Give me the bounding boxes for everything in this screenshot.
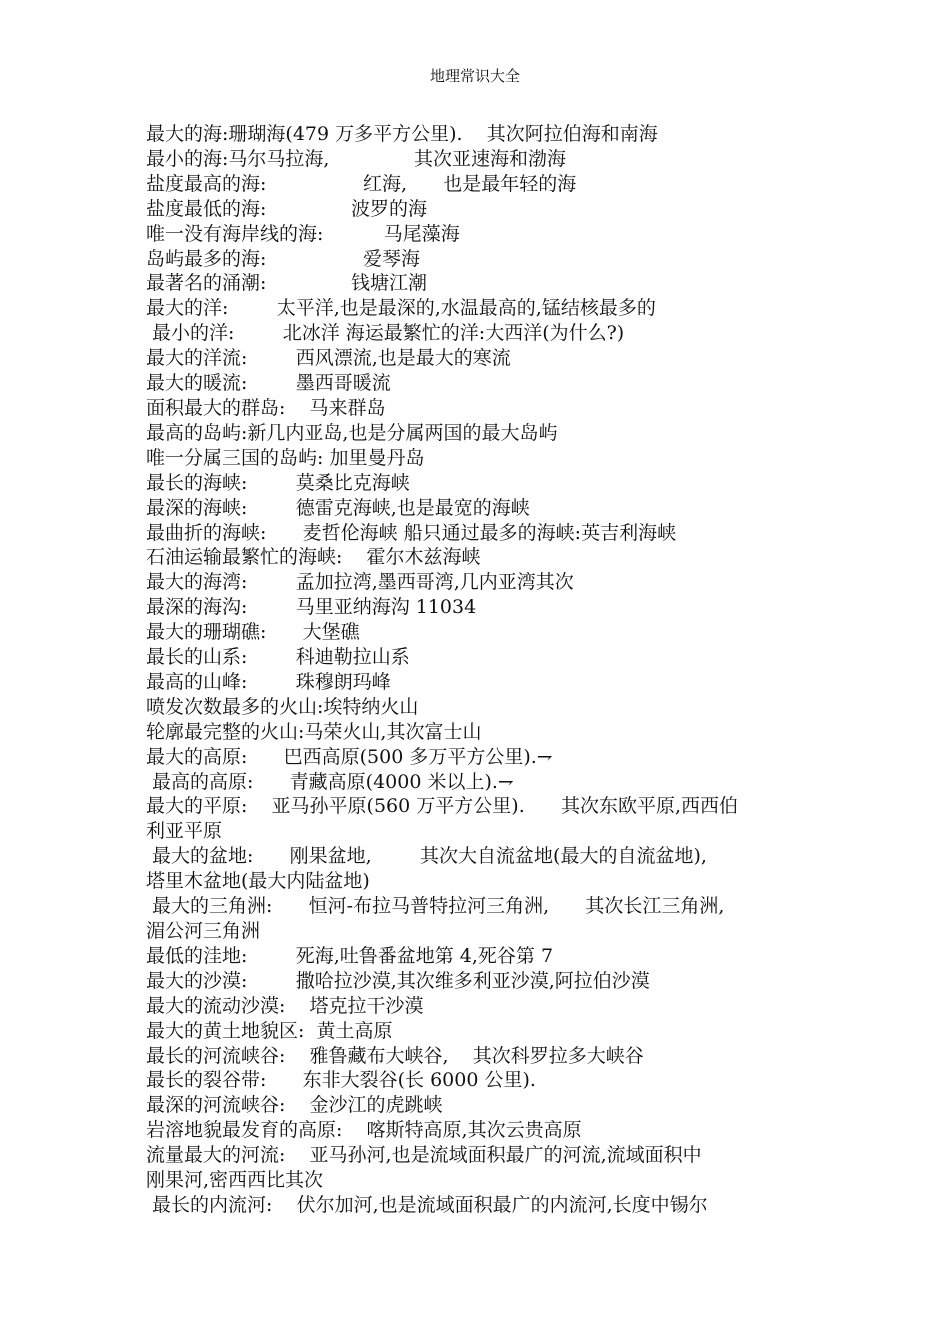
text-line: 石油运输最繁忙的海峡: 霍尔木兹海峡 <box>146 546 481 569</box>
text-line: 流量最大的河流: 亚马孙河,也是流域面积最广的河流,流域面积中 <box>146 1144 702 1167</box>
text-line: 最高的岛屿:新几内亚岛,也是分属两国的最大岛屿 <box>146 421 558 444</box>
text-line: 最小的洋: 北冰洋 海运最繁忙的洋:大西洋(为什么?) <box>146 322 625 345</box>
page-header-title: 地理常识大全 <box>429 67 520 85</box>
text-line: 最长的海峡: 莫桑比克海峡 <box>146 471 410 494</box>
text-line: 唯一没有海岸线的海: 马尾藻海 <box>146 222 460 245</box>
text-line: 最大的洋流: 西风漂流,也是最大的寒流 <box>146 347 511 370</box>
text-line: 刚果河,密西西比其次 <box>146 1169 324 1192</box>
text-line: 最长的山系: 科迪勒拉山系 <box>146 646 410 669</box>
text-line: 最低的洼地: 死海,吐鲁番盆地第 4,死谷第 7 <box>146 944 554 967</box>
text-line: 最大的黄土地貌区: 黄土高原 <box>146 1019 393 1042</box>
text-line: 喷发次数最多的火山:埃特纳火山 <box>146 695 419 718</box>
text-line: 最长的河流峡谷: 雅鲁藏布大峡谷, 其次科罗拉多大峡谷 <box>146 1044 644 1067</box>
text-line: 最高的山峰: 珠穆朗玛峰 <box>146 670 391 693</box>
text-line: 最大的洋: 太平洋,也是最深的,水温最高的,锰结核最多的 <box>146 297 656 320</box>
text-line: 最长的裂谷带: 东非大裂谷(长 6000 公里). <box>146 1069 536 1092</box>
text-line: 面积最大的群岛: 马来群岛 <box>146 396 386 419</box>
text-line: 利亚平原 <box>146 820 223 843</box>
text-line: 塔里木盆地(最大内陆盆地) <box>146 870 370 893</box>
text-line: 盐度最高的海: 红海, 也是最年轻的海 <box>146 172 577 195</box>
text-line: 最大的高原: 巴西高原(500 多万平方公里).⇁ <box>146 745 553 768</box>
text-line: 最长的内流河: 伏尔加河,也是流域面积最广的内流河,长度中锡尔 <box>146 1193 708 1216</box>
text-line: 最著名的涌潮: 钱塘江潮 <box>146 272 427 295</box>
text-line: 最大的沙漠: 撒哈拉沙漠,其次维多利亚沙漠,阿拉伯沙漠 <box>146 969 650 992</box>
text-line: 最大的海湾: 孟加拉湾,墨西哥湾,几内亚湾其次 <box>146 571 574 594</box>
text-line: 最大的盆地: 刚果盆地, 其次大自流盆地(最大的自流盆地), <box>146 845 707 868</box>
text-line: 盐度最低的海: 波罗的海 <box>146 197 427 220</box>
page-header <box>0 66 950 86</box>
text-line: 最大的珊瑚礁: 大堡礁 <box>146 621 360 644</box>
text-line: 轮廓最完整的火山:马荣火山,其次富士山 <box>146 720 482 743</box>
text-line: 最小的海:马尔马拉海, 其次亚速海和渤海 <box>146 147 566 170</box>
text-line: 最大的海:珊瑚海(479 万多平方公里). 其次阿拉伯海和南海 <box>146 123 658 145</box>
text-line: 岛屿最多的海: 爱琴海 <box>146 247 421 270</box>
document-body <box>146 122 812 1218</box>
text-line: 湄公河三角洲 <box>146 920 261 942</box>
text-line: 最深的河流峡谷: 金沙江的虎跳峡 <box>146 1094 443 1117</box>
text-line: 最大的三角洲: 恒河-布拉马普特拉河三角洲, 其次长江三角洲, <box>146 895 725 918</box>
text-line: 最大的平原: 亚马孙平原(560 万平方公里). 其次东欧平原,西西伯 <box>146 795 739 818</box>
text-line: 最曲折的海峡: 麦哲伦海峡 船只通过最多的海峡:英吉利海峡 <box>146 521 677 544</box>
text-line: 唯一分属三国的岛屿: 加里曼丹岛 <box>146 446 425 469</box>
text-line: 岩溶地貌最发育的高原: 喀斯特高原,其次云贵高原 <box>146 1119 582 1142</box>
text-line: 最高的高原: 青藏高原(4000 米以上).⇁ <box>146 770 514 793</box>
text-line: 最深的海峡: 德雷克海峡,也是最宽的海峡 <box>146 496 530 519</box>
text-line: 最大的流动沙漠: 塔克拉干沙漠 <box>146 994 424 1017</box>
text-line: 最大的暖流: 墨西哥暖流 <box>146 372 391 395</box>
text-line: 最深的海沟: 马里亚纳海沟 11034 <box>146 596 477 619</box>
